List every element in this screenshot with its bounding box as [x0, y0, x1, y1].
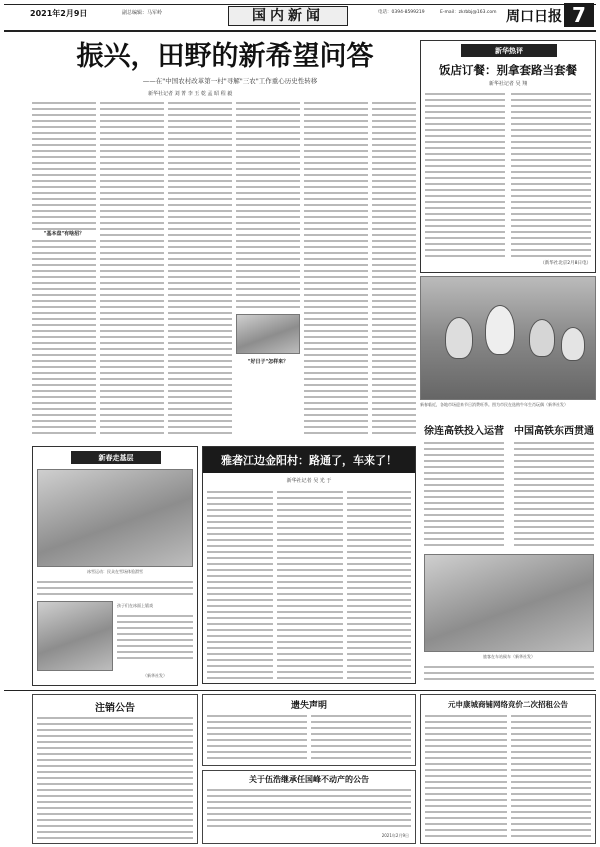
hotnews-body-right	[511, 91, 591, 257]
creditor-notice-body	[207, 787, 411, 829]
auction-notice-title: 元申康城商铺网络竞价二次招租公告	[448, 700, 568, 709]
cancel-notice-box	[32, 694, 198, 844]
rail-title: 徐连高铁投入运营	[424, 426, 504, 437]
lead-subhead-1: "基本盘"有啥招？	[32, 230, 96, 237]
spring-caption-1: 冰雪运动：民众在雪场体验滑雪	[87, 569, 143, 574]
creditor-notice-box	[202, 770, 416, 844]
cancel-notice-body	[37, 715, 193, 839]
lead-byline: 新华社记者 刘 菁 李 玉 乾 孟 昭 程 毅	[148, 91, 233, 97]
rail-body-right	[514, 440, 594, 550]
lead-subtitle: ——在"中国农村改革第一村"寻解"三农"工作重心历史性转移	[142, 77, 318, 85]
road-title: 雅砻江边金阳村：路通了，车来了！	[221, 454, 397, 467]
hotnews-body-left	[425, 91, 505, 257]
auction-notice-body-left	[425, 713, 507, 839]
rail-caption: 旅客在车站候车（新华社发）	[483, 654, 535, 659]
masthead-editor: 副总编辑：马军岭	[122, 10, 163, 16]
road-byline: 新华社记者 吴 光 于	[286, 478, 332, 484]
lead-body-col1	[32, 100, 96, 436]
lost-notice-box	[202, 694, 416, 766]
spring-photo-text	[37, 579, 193, 597]
road-box	[202, 446, 416, 684]
lead-subhead-2: "好日子"怎样来？	[236, 358, 300, 365]
hotnews-byline: 新华社记者 吴 翔	[488, 81, 528, 87]
spring-tag: 新春走基层	[71, 451, 161, 464]
creditor-notice-title: 关于伍浩继承任国峰不动产的公告	[249, 774, 369, 784]
page-number: 7	[572, 3, 586, 27]
masthead	[0, 0, 600, 40]
page-number-box	[564, 3, 594, 27]
lead-body-col3	[168, 100, 232, 436]
road-body-col1	[207, 489, 273, 679]
lead-photo	[236, 314, 300, 354]
masthead-top-rule	[4, 4, 596, 5]
road-body-col2	[277, 489, 343, 679]
toy-figure	[445, 317, 473, 359]
lost-notice-body-right	[311, 713, 411, 763]
toys-photo	[420, 276, 596, 400]
lost-notice-title: 遗失声明	[290, 701, 327, 711]
road-body-col3	[347, 489, 411, 679]
auction-notice-body-right	[511, 713, 591, 839]
lead-body-col5	[304, 100, 368, 436]
lead-title: 振兴，田野的新希望问答	[76, 41, 374, 72]
masthead-phone: 电话：0394-8599219	[378, 10, 425, 15]
creditor-notice-stamp: 2021年2月9日	[381, 833, 409, 838]
brand-logo: 周口日报	[506, 9, 562, 25]
spring-side-text	[117, 613, 193, 661]
toy-figure	[485, 305, 515, 355]
lead-body-col2	[100, 100, 164, 436]
rail-body-left	[424, 440, 504, 550]
masthead-date: 2021年2月9日	[30, 9, 88, 18]
spring-caption-2: 孩子们在冰面上嬉戏	[117, 603, 153, 608]
section-title-box	[228, 6, 348, 26]
lost-notice-body-left	[207, 713, 307, 763]
section-title: 国内新闻	[252, 8, 324, 24]
notices-top-rule	[4, 690, 596, 691]
hotnews-title: 饭店订餐：别拿套路当套餐	[439, 63, 577, 77]
toys-caption: 新春临近，各地市场迎来节日消费旺季。图为市民在选购牛年生肖玩偶（新华社发）	[420, 402, 568, 407]
spring-photo-2	[37, 601, 113, 671]
masthead-email: E-mail：zkrbbj@163.com	[440, 10, 497, 15]
rail-photo	[424, 554, 594, 652]
lead-body-col4	[236, 100, 300, 310]
hotnews-footer: （新华社北京2月8日电）	[540, 261, 591, 266]
cancel-notice-title: 注销公告	[95, 703, 135, 714]
rail-caption-text	[424, 664, 594, 684]
spring-box	[32, 446, 198, 686]
masthead-bottom-rule	[4, 30, 596, 32]
spring-credit: （新华社发）	[143, 673, 167, 678]
toy-figure	[529, 319, 555, 357]
spring-photo-1	[37, 469, 193, 567]
rail-title-2: 中国高铁东西贯通	[514, 426, 594, 437]
hotnews-box	[420, 40, 596, 273]
lead-body-col6	[372, 100, 416, 436]
auction-notice-box	[420, 694, 596, 844]
hotnews-tag: 新华热评	[461, 44, 557, 57]
toy-figure	[561, 327, 585, 361]
